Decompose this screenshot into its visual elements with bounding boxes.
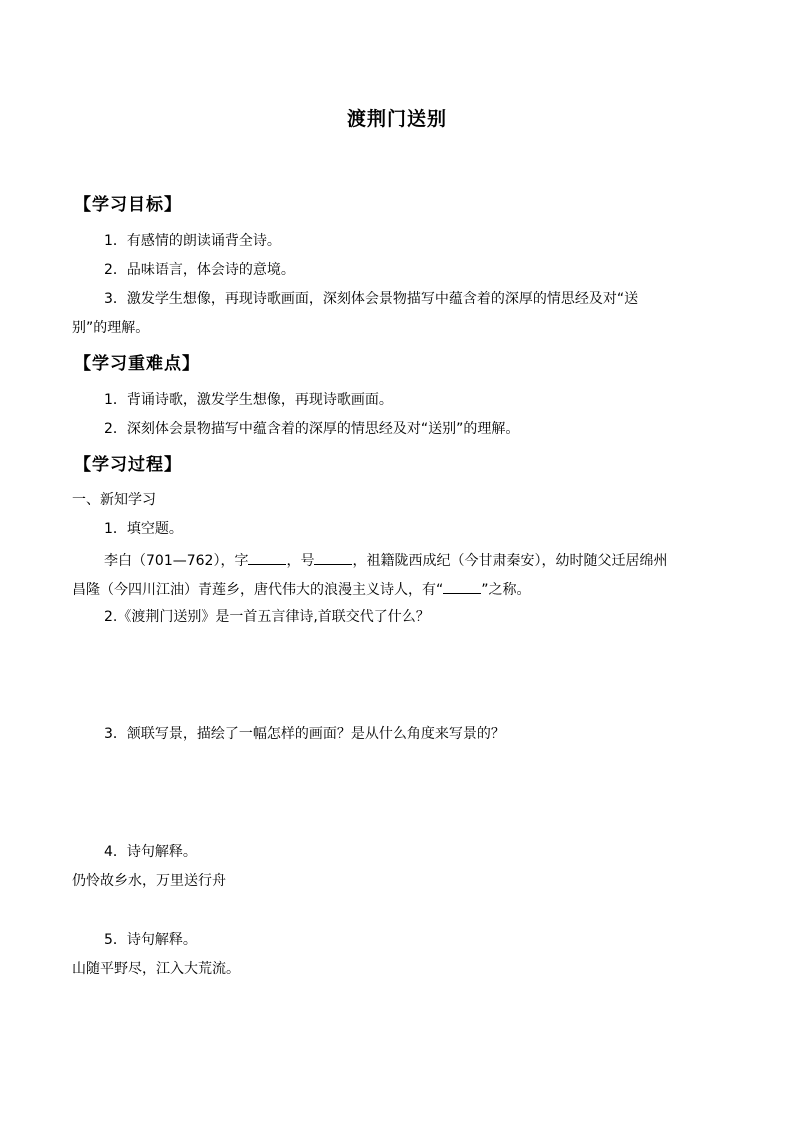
q1-text-a: 李白（701—762），字 [104, 553, 249, 569]
key-points-heading: 【学习重难点】 [74, 354, 200, 374]
answer-blank-title[interactable] [443, 579, 481, 594]
goal-item-2: 2．品味语言，体会诗的意境。 [104, 262, 295, 278]
goal-item-1: 1．有感情的朗读诵背全诗。 [104, 233, 281, 249]
part-label: 一、新知学习 [72, 492, 156, 508]
answer-blank-art-name[interactable] [314, 550, 352, 565]
q1-text-c: ，祖籍陇西成纪（今甘肃秦安），幼时随父迁居绵州 [352, 553, 668, 569]
question-5-verse: 山随平野尽，江入大荒流。 [72, 961, 240, 977]
question-4-label: 4．诗句解释。 [104, 844, 197, 860]
question-3: 3．颔联写景，描绘了一幅怎样的画面？是从什么角度来写景的？ [104, 726, 505, 742]
key-point-item-2: 2．深刻体会景物描写中蕴含着的深厚的情思经及对“送别”的理解。 [104, 421, 520, 437]
question-5-label: 5．诗句解释。 [104, 932, 197, 948]
key-point-item-1: 1．背诵诗歌，激发学生想像，再现诗歌画面。 [104, 392, 393, 408]
q1-text-e: ”之称。 [481, 582, 531, 598]
document-title: 渡荆门送别 [346, 108, 447, 130]
question-2: 2.《渡荆门送别》是一首五言律诗,首联交代了什么？ [104, 609, 430, 625]
goal-item-3: 3．激发学生想像，再现诗歌画面，深刻体会景物描写中蕴含着的深厚的情思经及对“送 [104, 291, 639, 307]
answer-blank-courtesy-name[interactable] [248, 550, 286, 565]
question-1-line-2 [72, 579, 531, 599]
goal-item-3-continued: 别”的理解。 [72, 320, 150, 336]
question-1-line-1 [104, 550, 667, 570]
question-4-verse: 仍怜故乡水，万里送行舟 [72, 873, 226, 889]
q1-text-b: ，号 [286, 553, 315, 569]
learning-goals-heading: 【学习目标】 [74, 195, 182, 215]
q1-text-d: 昌隆（今四川江油）青莲乡，唐代伟大的浪漫主义诗人，有“ [72, 582, 444, 598]
learning-process-heading: 【学习过程】 [74, 455, 182, 475]
question-1-label: 1．填空题。 [104, 521, 183, 537]
